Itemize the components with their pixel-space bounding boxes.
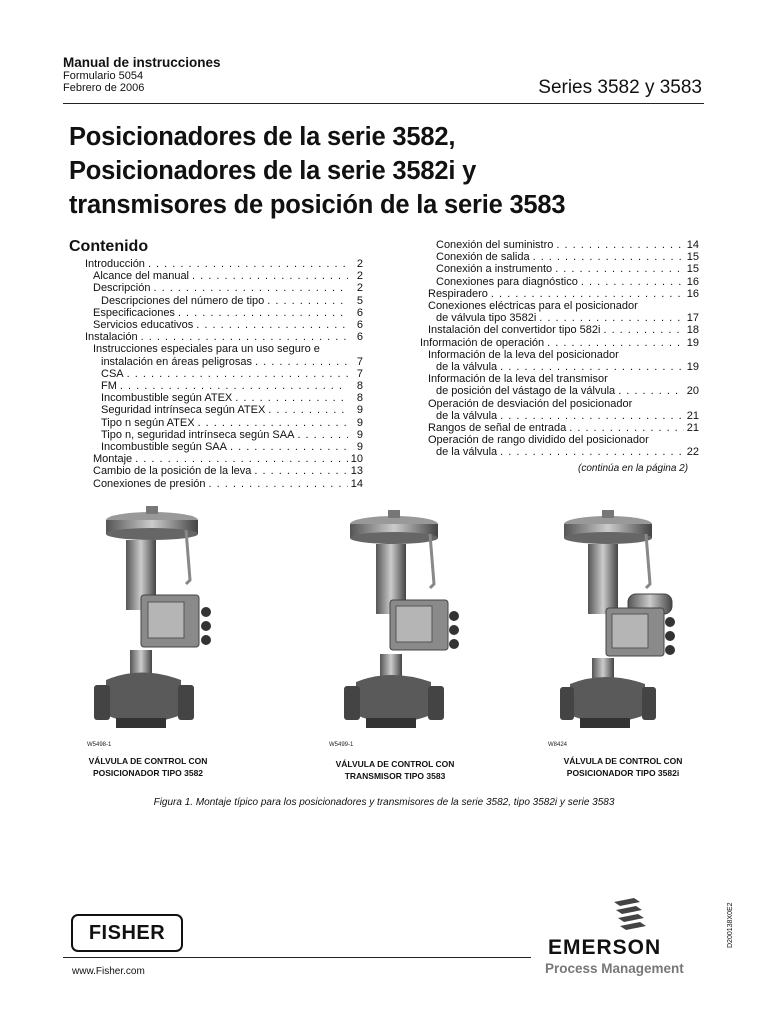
toc-entry-page: 15 xyxy=(686,251,699,264)
toc-entry-title: Instrucciones especiales para un uso seguro e xyxy=(93,343,320,356)
toc-entry-page: 16 xyxy=(686,287,699,300)
toc-entry-page: 5 xyxy=(356,294,363,307)
toc-leader-dots xyxy=(297,429,348,441)
toc-leader-dots xyxy=(198,417,348,429)
toc-entry[interactable] xyxy=(420,410,699,422)
title-line: Posicionadores de la serie 3582, xyxy=(69,123,456,151)
toc-entry-page: 10 xyxy=(350,453,363,466)
toc-entry-title: Conexiones eléctricas para el posicionador xyxy=(428,300,638,313)
toc-entry[interactable] xyxy=(85,478,363,490)
toc-entry-title: Respiradero xyxy=(428,287,488,300)
toc-leader-dots xyxy=(141,331,348,343)
website-url[interactable]: www.Fisher.com xyxy=(72,966,145,977)
toc-entry[interactable] xyxy=(420,300,699,312)
toc-entry-page: 19 xyxy=(686,336,699,349)
toc-leader-dots xyxy=(235,392,348,404)
toc-entry-title: Conexión de salida xyxy=(436,251,530,264)
control-valve-3582-image xyxy=(86,500,216,740)
toc-entry[interactable] xyxy=(420,373,699,385)
toc-entry[interactable] xyxy=(420,312,699,324)
figure-id: W8424 xyxy=(548,742,568,748)
footer-divider xyxy=(63,957,531,958)
toc-entry-page: 6 xyxy=(356,319,363,332)
toc-entry[interactable] xyxy=(85,270,363,282)
toc-leader-dots xyxy=(135,453,348,465)
toc-entry[interactable] xyxy=(85,380,363,392)
toc-entry-title: Conexiones para diagnóstico xyxy=(436,275,578,288)
toc-entry[interactable] xyxy=(85,404,363,416)
series-label: Series 3582 y 3583 xyxy=(538,77,702,98)
toc-leader-dots xyxy=(556,239,683,251)
toc-entry-page: 21 xyxy=(686,422,699,435)
toc-entry[interactable] xyxy=(420,422,699,434)
toc-entry-page: 17 xyxy=(686,312,699,325)
toc-entry-title: de la válvula xyxy=(436,361,498,374)
toc-entry-title: Seguridad intrínseca según ATEX xyxy=(101,404,266,417)
toc-entry-title: Operación de desviación del posicionador xyxy=(428,397,633,410)
figure-id: W5499-1 xyxy=(329,742,354,748)
toc-entry[interactable] xyxy=(420,434,699,446)
toc-entry-title: Especificaciones xyxy=(93,306,175,319)
toc-entry[interactable] xyxy=(85,295,363,307)
toc-entry[interactable] xyxy=(85,368,363,380)
caption-line: VÁLVULA DE CONTROL CON xyxy=(563,756,683,766)
toc-entry-page: 16 xyxy=(686,275,699,288)
toc-entry[interactable] xyxy=(85,453,363,465)
toc-entry-page: 15 xyxy=(686,263,699,276)
toc-entry-title: Instalación xyxy=(85,331,138,344)
toc-column-right xyxy=(420,239,699,459)
control-valve-3582i-image xyxy=(558,500,688,740)
toc-entry-page: 9 xyxy=(356,428,363,441)
toc-leader-dots xyxy=(547,337,684,349)
toc-entry-page: 9 xyxy=(356,416,363,429)
toc-leader-dots xyxy=(267,295,348,307)
continued-note: (continúa en la página 2) xyxy=(578,463,689,474)
publication-date: Febrero de 2006 xyxy=(63,82,145,94)
toc-leader-dots xyxy=(148,258,348,270)
toc-entry-page: 20 xyxy=(686,385,699,398)
toc-entry-title: de posición del vástago de la válvula xyxy=(436,385,616,398)
toc-entry[interactable] xyxy=(420,239,699,251)
fisher-logo xyxy=(71,914,183,952)
toc-leader-dots xyxy=(500,410,684,422)
toc-entry-title: CSA xyxy=(101,367,124,380)
toc-entry[interactable] xyxy=(85,343,363,355)
document-header xyxy=(63,55,221,94)
toc-leader-dots xyxy=(500,446,684,458)
toc-entry-title: Instalación del convertidor tipo 582i xyxy=(428,324,601,337)
toc-leader-dots xyxy=(268,404,348,416)
emerson-logo xyxy=(540,898,710,978)
toc-leader-dots xyxy=(255,356,348,368)
toc-leader-dots xyxy=(533,251,684,263)
toc-entry-page: 14 xyxy=(350,477,363,490)
title-line: Posicionadores de la serie 3582i y xyxy=(69,157,477,185)
toc-entry-title: Montaje xyxy=(93,453,133,466)
toc-leader-dots xyxy=(581,276,684,288)
form-number: Formulario 5054 xyxy=(63,70,144,82)
caption-line: POSICIONADOR TIPO 3582i xyxy=(566,768,680,778)
toc-entry-page: 2 xyxy=(356,258,363,270)
toc-leader-dots xyxy=(603,324,683,336)
control-valve-3583-image xyxy=(338,500,468,740)
toc-leader-dots xyxy=(254,465,347,477)
toc-entry[interactable] xyxy=(85,258,363,270)
toc-entry[interactable] xyxy=(420,276,699,288)
toc-leader-dots xyxy=(120,380,348,392)
toc-entry-title: Tipo n según ATEX xyxy=(101,416,195,429)
toc-entry-title: Alcance del manual xyxy=(93,270,190,283)
toc-entry[interactable] xyxy=(420,398,699,410)
page-title xyxy=(69,120,709,222)
toc-entry-title: de válvula tipo 3582i xyxy=(436,312,537,325)
toc-entry-page: 2 xyxy=(356,270,363,283)
toc-column-left xyxy=(85,258,363,490)
toc-entry[interactable] xyxy=(420,263,699,275)
toc-entry-page: 13 xyxy=(350,465,363,478)
toc-entry-title: Rangos de señal de entrada xyxy=(428,422,567,435)
caption-line: VÁLVULA DE CONTROL CON xyxy=(335,759,455,769)
toc-entry[interactable] xyxy=(85,282,363,294)
figure-caption-3583 xyxy=(310,758,480,782)
caption-line: POSICIONADOR TIPO 3582 xyxy=(92,768,204,778)
toc-leader-dots xyxy=(127,368,348,380)
figure-caption-3582i xyxy=(538,755,708,779)
toc-entry[interactable] xyxy=(420,385,699,397)
toc-entry[interactable] xyxy=(85,429,363,441)
toc-entry[interactable] xyxy=(85,417,363,429)
toc-entry[interactable] xyxy=(420,361,699,373)
toc-entry-title: Información de la leva del transmisor xyxy=(428,373,608,386)
toc-entry-title: de la válvula xyxy=(436,446,498,459)
toc-entry-page: 14 xyxy=(686,239,699,251)
toc-entry-title: instalación en áreas peligrosas xyxy=(101,355,253,368)
toc-entry[interactable] xyxy=(420,349,699,361)
toc-entry-title: Conexión del suministro xyxy=(436,239,554,251)
toc-leader-dots xyxy=(153,282,348,294)
toc-entry-title: Operación de rango dividido del posicionador xyxy=(428,434,649,447)
emerson-emblem-icon xyxy=(608,898,648,936)
toc-leader-dots xyxy=(491,288,684,300)
toc-entry-page: 18 xyxy=(686,324,699,337)
toc-entry[interactable] xyxy=(420,288,699,300)
figure-1-caption: Figura 1. Montaje típico para los posicionadores y transmisores de la serie 3582, tipo 3582i y serie 3583 xyxy=(153,797,615,808)
toc-entry[interactable] xyxy=(85,331,363,343)
toc-entry-title: Introducción xyxy=(85,258,145,270)
toc-entry-title: Incombustible según ATEX xyxy=(101,392,233,405)
toc-entry-page: 9 xyxy=(356,404,363,417)
toc-entry-page: 7 xyxy=(356,367,363,380)
toc-entry-title: Descripciones del número de tipo xyxy=(101,294,265,307)
toc-entry-title: de la válvula xyxy=(436,409,498,422)
toc-entry-page: 8 xyxy=(356,380,363,393)
toc-leader-dots xyxy=(192,270,348,282)
toc-leader-dots xyxy=(230,441,348,453)
toc-entry-title: Conexiones de presión xyxy=(93,477,206,490)
header-divider xyxy=(63,103,704,104)
toc-entry-page: 22 xyxy=(686,446,699,459)
figure-id: W5498-1 xyxy=(87,742,112,748)
toc-leader-dots xyxy=(178,307,348,319)
emerson-wordmark: EMERSON xyxy=(548,936,662,959)
toc-entry[interactable] xyxy=(420,446,699,458)
toc-entry-page: 6 xyxy=(356,331,363,344)
toc-entry-title: Tipo n, seguridad intrínseca según SAA xyxy=(101,428,295,441)
toc-entry-title: Conexión a instrumento xyxy=(436,263,553,276)
toc-entry-page: 2 xyxy=(356,282,363,295)
toc-entry-page: 21 xyxy=(686,409,699,422)
toc-entry-page: 7 xyxy=(356,355,363,368)
toc-leader-dots xyxy=(500,361,684,373)
toc-entry-title: Cambio de la posición de la leva xyxy=(93,465,252,478)
toc-leader-dots xyxy=(618,385,684,397)
toc-leader-dots xyxy=(569,422,684,434)
toc-leader-dots xyxy=(196,319,348,331)
process-management-label: Process Management xyxy=(545,961,684,976)
manual-label: Manual de instrucciones xyxy=(63,55,221,70)
toc-entry[interactable] xyxy=(85,319,363,331)
toc-entry-title: Descripción xyxy=(93,282,151,295)
toc-entry-page: 9 xyxy=(356,441,363,454)
caption-line: VÁLVULA DE CONTROL CON xyxy=(88,756,208,766)
toc-entry-title: FM xyxy=(101,380,117,393)
toc-entry-page: 6 xyxy=(356,306,363,319)
toc-leader-dots xyxy=(539,312,683,324)
toc-entry[interactable] xyxy=(85,307,363,319)
toc-entry[interactable] xyxy=(85,392,363,404)
toc-entry[interactable] xyxy=(420,251,699,263)
toc-entry-title: Información de la leva del posicionador xyxy=(428,348,619,361)
caption-line: TRANSMISOR TIPO 3583 xyxy=(344,771,446,781)
toc-heading: Contenido xyxy=(69,238,149,255)
toc-entry[interactable] xyxy=(420,337,699,349)
toc-entry-title: Información de operación xyxy=(420,336,545,349)
toc-entry[interactable] xyxy=(85,356,363,368)
toc-entry-page: 19 xyxy=(686,361,699,374)
title-line: transmisores de posición de la serie 3583 xyxy=(69,191,566,219)
toc-entry[interactable] xyxy=(85,465,363,477)
fisher-logo-text: FISHER xyxy=(88,921,166,944)
toc-entry[interactable] xyxy=(420,324,699,336)
toc-entry[interactable] xyxy=(85,441,363,453)
toc-entry-title: Servicios educativos xyxy=(93,319,194,332)
toc-leader-dots xyxy=(555,263,684,275)
figure-caption-3582 xyxy=(63,755,233,779)
toc-leader-dots xyxy=(209,478,348,490)
toc-entry-page: 8 xyxy=(356,392,363,405)
toc-entry-title: Incombustible según SAA xyxy=(101,441,227,454)
document-code: D200138X0E2 xyxy=(727,902,734,948)
